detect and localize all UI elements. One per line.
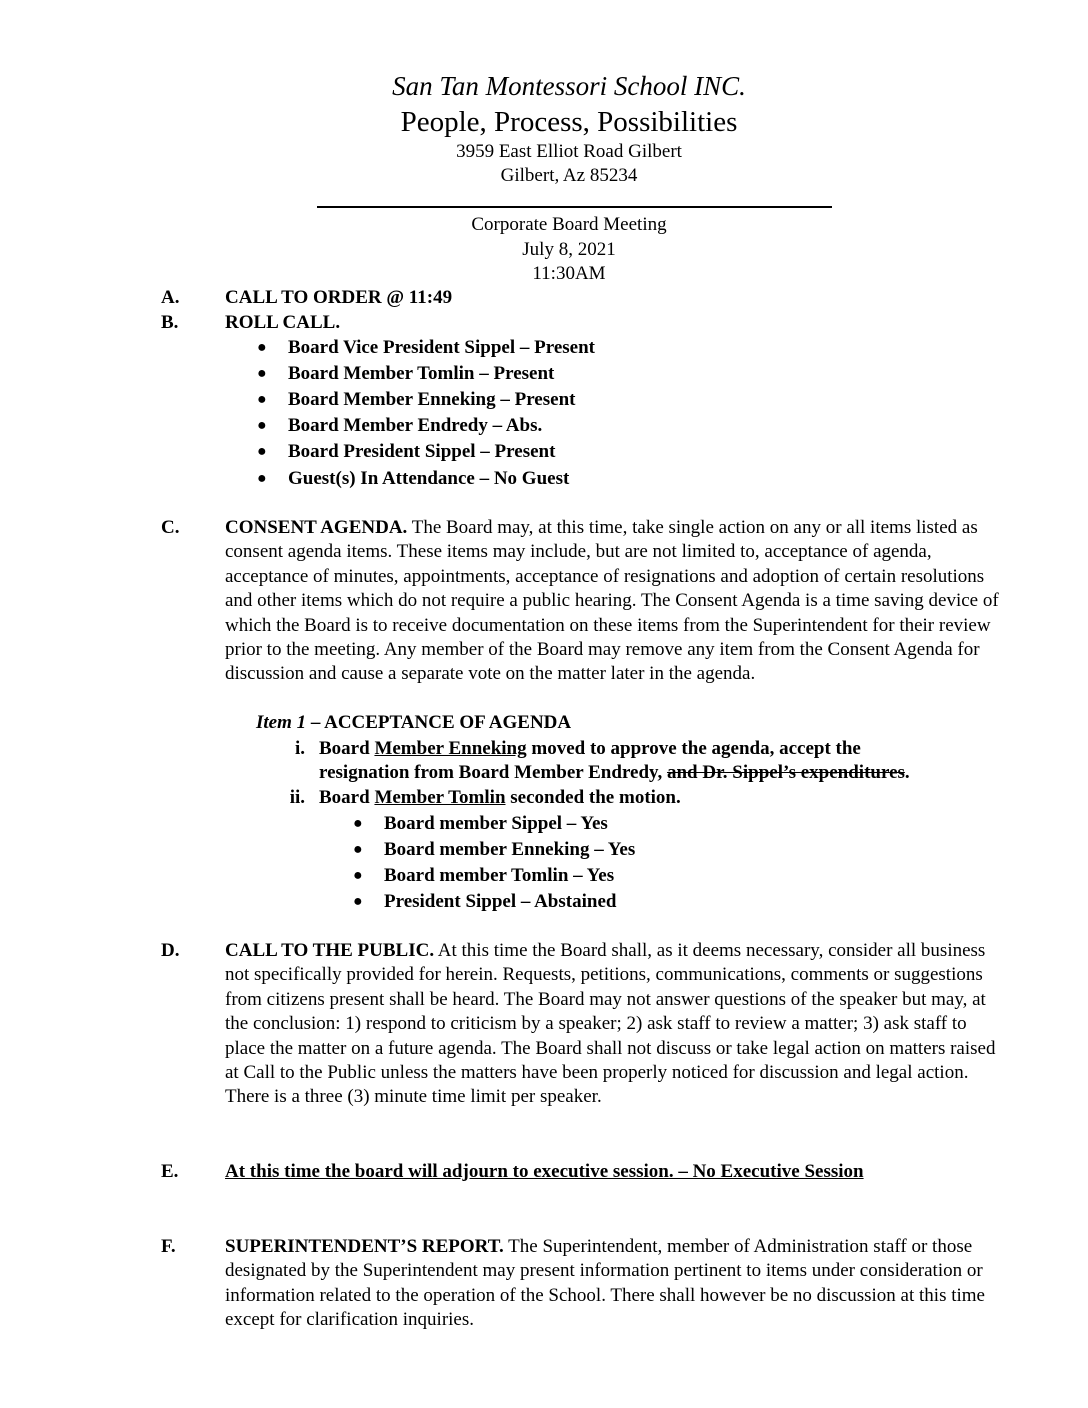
section-c-title: CONSENT AGENDA. [225,517,408,538]
section-e-letter: E. [161,1161,179,1182]
mover-name: Member Enneking [374,738,527,759]
section-b-letter: B. [161,312,179,333]
meeting-time: 11:30AM [532,263,606,284]
motion-ii-number: ii. [289,787,305,808]
section-d-paragraph [225,939,1010,1110]
section-a-letter: A. [161,287,180,308]
roll-call-item: ● Guest(s) In Attendance – No Guest [257,468,570,489]
seconder-name: Member Tomlin [374,787,506,808]
section-d-body: At this time the Board shall, as it deems necessary, consider all business not specifically provided for herein. Requests, petitions, communications, comments or suggestions from citizens present shall be heard. The Board may not answer questions of the speaker but may, at the conclusion: 1) respond to criticism by a speaker; 2) ask staff to review a matter; 3) ask staff to place the matter on a future agenda. The Board shall not discuss or take legal action on matters raised at Call to the Public unless the matters have been properly noticed for discussion and legal action. There is a three (3) minute time limit per speaker. [225,940,996,1108]
item-title: – ACCEPTANCE OF AGENDA [306,712,572,733]
section-c-letter: C. [161,517,180,538]
section-f-paragraph [225,1235,1015,1333]
section-c-paragraph [225,516,1015,687]
section-b-title: ROLL CALL. [225,312,341,333]
motion-ii-line: Board Member Tomlin seconded the motion. [319,787,681,808]
motion-i-line1: Board Member Enneking moved to approve the agenda, accept the [319,738,861,759]
school-motto: People, Process, Possibilities [400,106,738,138]
section-c-body: The Board may, at this time, take single action on any or all items listed as consent agenda items. These items may include, but are not limited to, acceptance of agenda, acceptance of minutes, appointments, acceptance of resignations and adoption of certain resolutions and other items which do not require a public hearing. The Consent Agenda is a time saving device of which the Board is to receive documentation on these items from the Superintendent for their review prior to the meeting. Any member of the Board may remove any item from the Consent Agenda for discussion and cause a separate vote on the matter later in the agenda. [225,517,999,685]
vote-item: ● Board member Tomlin – Yes [353,865,615,886]
roll-call-item: ● Board Vice President Sippel – Present [257,337,595,358]
motion-i-line2: resignation from Board Member Endredy, and Dr. Sippel’s expenditures. [319,762,910,783]
consent-item-heading [256,711,571,735]
roll-call-item: ● Board President Sippel – Present [257,441,556,462]
address-line-2: Gilbert, Az 85234 [500,165,638,186]
meeting-title: Corporate Board Meeting [471,214,667,235]
motion-i-number: i. [294,738,305,759]
school-name: San Tan Montessori School INC. [392,71,746,101]
section-e-title: At this time the board will adjourn to executive session. – No Executive Session [225,1161,864,1182]
roll-call-item: ● Board Member Endredy – Abs. [257,415,543,436]
section-a-title: CALL TO ORDER @ 11:49 [225,287,453,308]
roll-call-item: ● Board Member Enneking – Present [257,389,576,410]
section-f-body: The Superintendent, member of Administration staff or those designated by the Superintendent may present information pertinent to items under consideration or information related to the operation of the School. There shall however be no discussion at this time except for clarification inquiries. [225,1236,985,1331]
vote-item: ● Board member Sippel – Yes [353,813,608,834]
struck-text: and Dr. Sippel’s expenditures [666,762,905,783]
vote-item: ● Board member Enneking – Yes [353,839,636,860]
meeting-date: July 8, 2021 [522,239,616,260]
section-f-title: SUPERINTENDENT’S REPORT. [225,1236,504,1257]
vote-item: ● President Sippel – Abstained [353,891,617,912]
section-f-letter: F. [161,1236,176,1257]
header-divider [317,206,832,208]
section-d-letter: D. [161,940,180,961]
section-d-title: CALL TO THE PUBLIC. [225,940,435,961]
item-label: Item 1 [256,712,307,733]
address-line-1: 3959 East Elliot Road Gilbert [456,141,682,162]
roll-call-item: ● Board Member Tomlin – Present [257,363,555,384]
